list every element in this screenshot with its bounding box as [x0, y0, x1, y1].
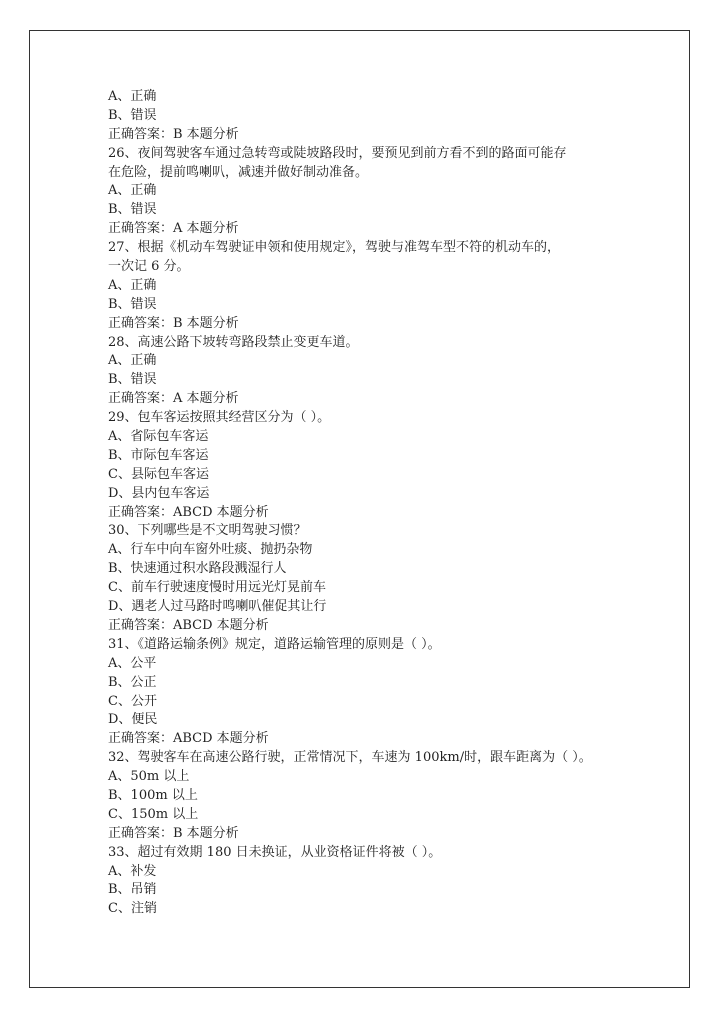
- text-line: A、正确: [108, 353, 157, 369]
- text-line: 32、驾驶客车在高速公路行驶，正常情况下，车速为 100km/时，跟车距离为（ ）。: [108, 750, 592, 766]
- text-line: 正确答案：ABCD 本题分析: [108, 617, 269, 633]
- text-line: B、错误: [108, 107, 157, 123]
- text-line: A、公平: [108, 655, 157, 671]
- text-line: B、快速通过积水路段溅湿行人: [108, 561, 287, 577]
- text-line: D、便民: [108, 712, 158, 728]
- text-line: A、省际包车客运: [108, 429, 209, 445]
- text-line: A、正确: [108, 183, 157, 199]
- text-line: D、县内包车客运: [108, 485, 210, 501]
- text-line: 正确答案：A 本题分析: [108, 221, 239, 237]
- document-body: [108, 88, 648, 919]
- text-line: A、50m 以上: [108, 769, 190, 785]
- text-line: B、市际包车客运: [108, 447, 209, 463]
- text-line: 29、包车客运按照其经营区分为（ ）。: [108, 410, 331, 426]
- text-line: C、公开: [108, 693, 157, 709]
- text-line: 在危险，提前鸣喇叭，减速并做好制动准备。: [108, 164, 369, 180]
- text-line: A、正确: [108, 277, 157, 293]
- text-line: B、公正: [108, 674, 157, 690]
- text-line: 正确答案：B 本题分析: [108, 126, 239, 142]
- text-line: 26、夜间驾驶客车通过急转弯或陡坡路段时，要预见到前方看不到的路面可能存: [108, 145, 567, 161]
- text-line: C、注销: [108, 901, 157, 917]
- text-line: B、错误: [108, 202, 157, 218]
- text-line: 27、根据《机动车驾驶证申领和使用规定》，驾驶与准驾车型不符的机动车的，: [108, 240, 561, 256]
- text-line: A、补发: [108, 863, 157, 879]
- text-line: A、行车中向车窗外吐痰、抛扔杂物: [108, 542, 313, 558]
- text-line: 正确答案：B 本题分析: [108, 825, 239, 841]
- text-line: B、错误: [108, 296, 157, 312]
- text-line: C、县际包车客运: [108, 466, 209, 482]
- text-line: B、吊销: [108, 882, 157, 898]
- text-line: A、正确: [108, 89, 157, 104]
- text-line: 30、下列哪些是不文明驾驶习惯？: [108, 523, 307, 539]
- text-line: 31、《道路运输条例》规定，道路运输管理的原则是（ ）。: [108, 636, 441, 652]
- text-line: 正确答案：ABCD 本题分析: [108, 731, 269, 747]
- text-line: 一次记 6 分。: [108, 259, 190, 275]
- text-line: 28、高速公路下坡转弯路段禁止变更车道。: [108, 334, 359, 350]
- text-line: 33、超过有效期 180 日未换证，从业资格证件将被（ ）。: [108, 844, 442, 860]
- text-line: 正确答案：B 本题分析: [108, 315, 239, 331]
- text-line: B、100m 以上: [108, 787, 198, 803]
- text-line: B、错误: [108, 372, 157, 388]
- text-line: D、遇老人过马路时鸣喇叭催促其让行: [108, 599, 327, 615]
- text-line: 正确答案：ABCD 本题分析: [108, 504, 269, 520]
- text-line: C、前车行驶速度慢时用远光灯晃前车: [108, 580, 326, 596]
- text-line: C、150m 以上: [108, 806, 199, 822]
- text-line: 正确答案：A 本题分析: [108, 391, 239, 407]
